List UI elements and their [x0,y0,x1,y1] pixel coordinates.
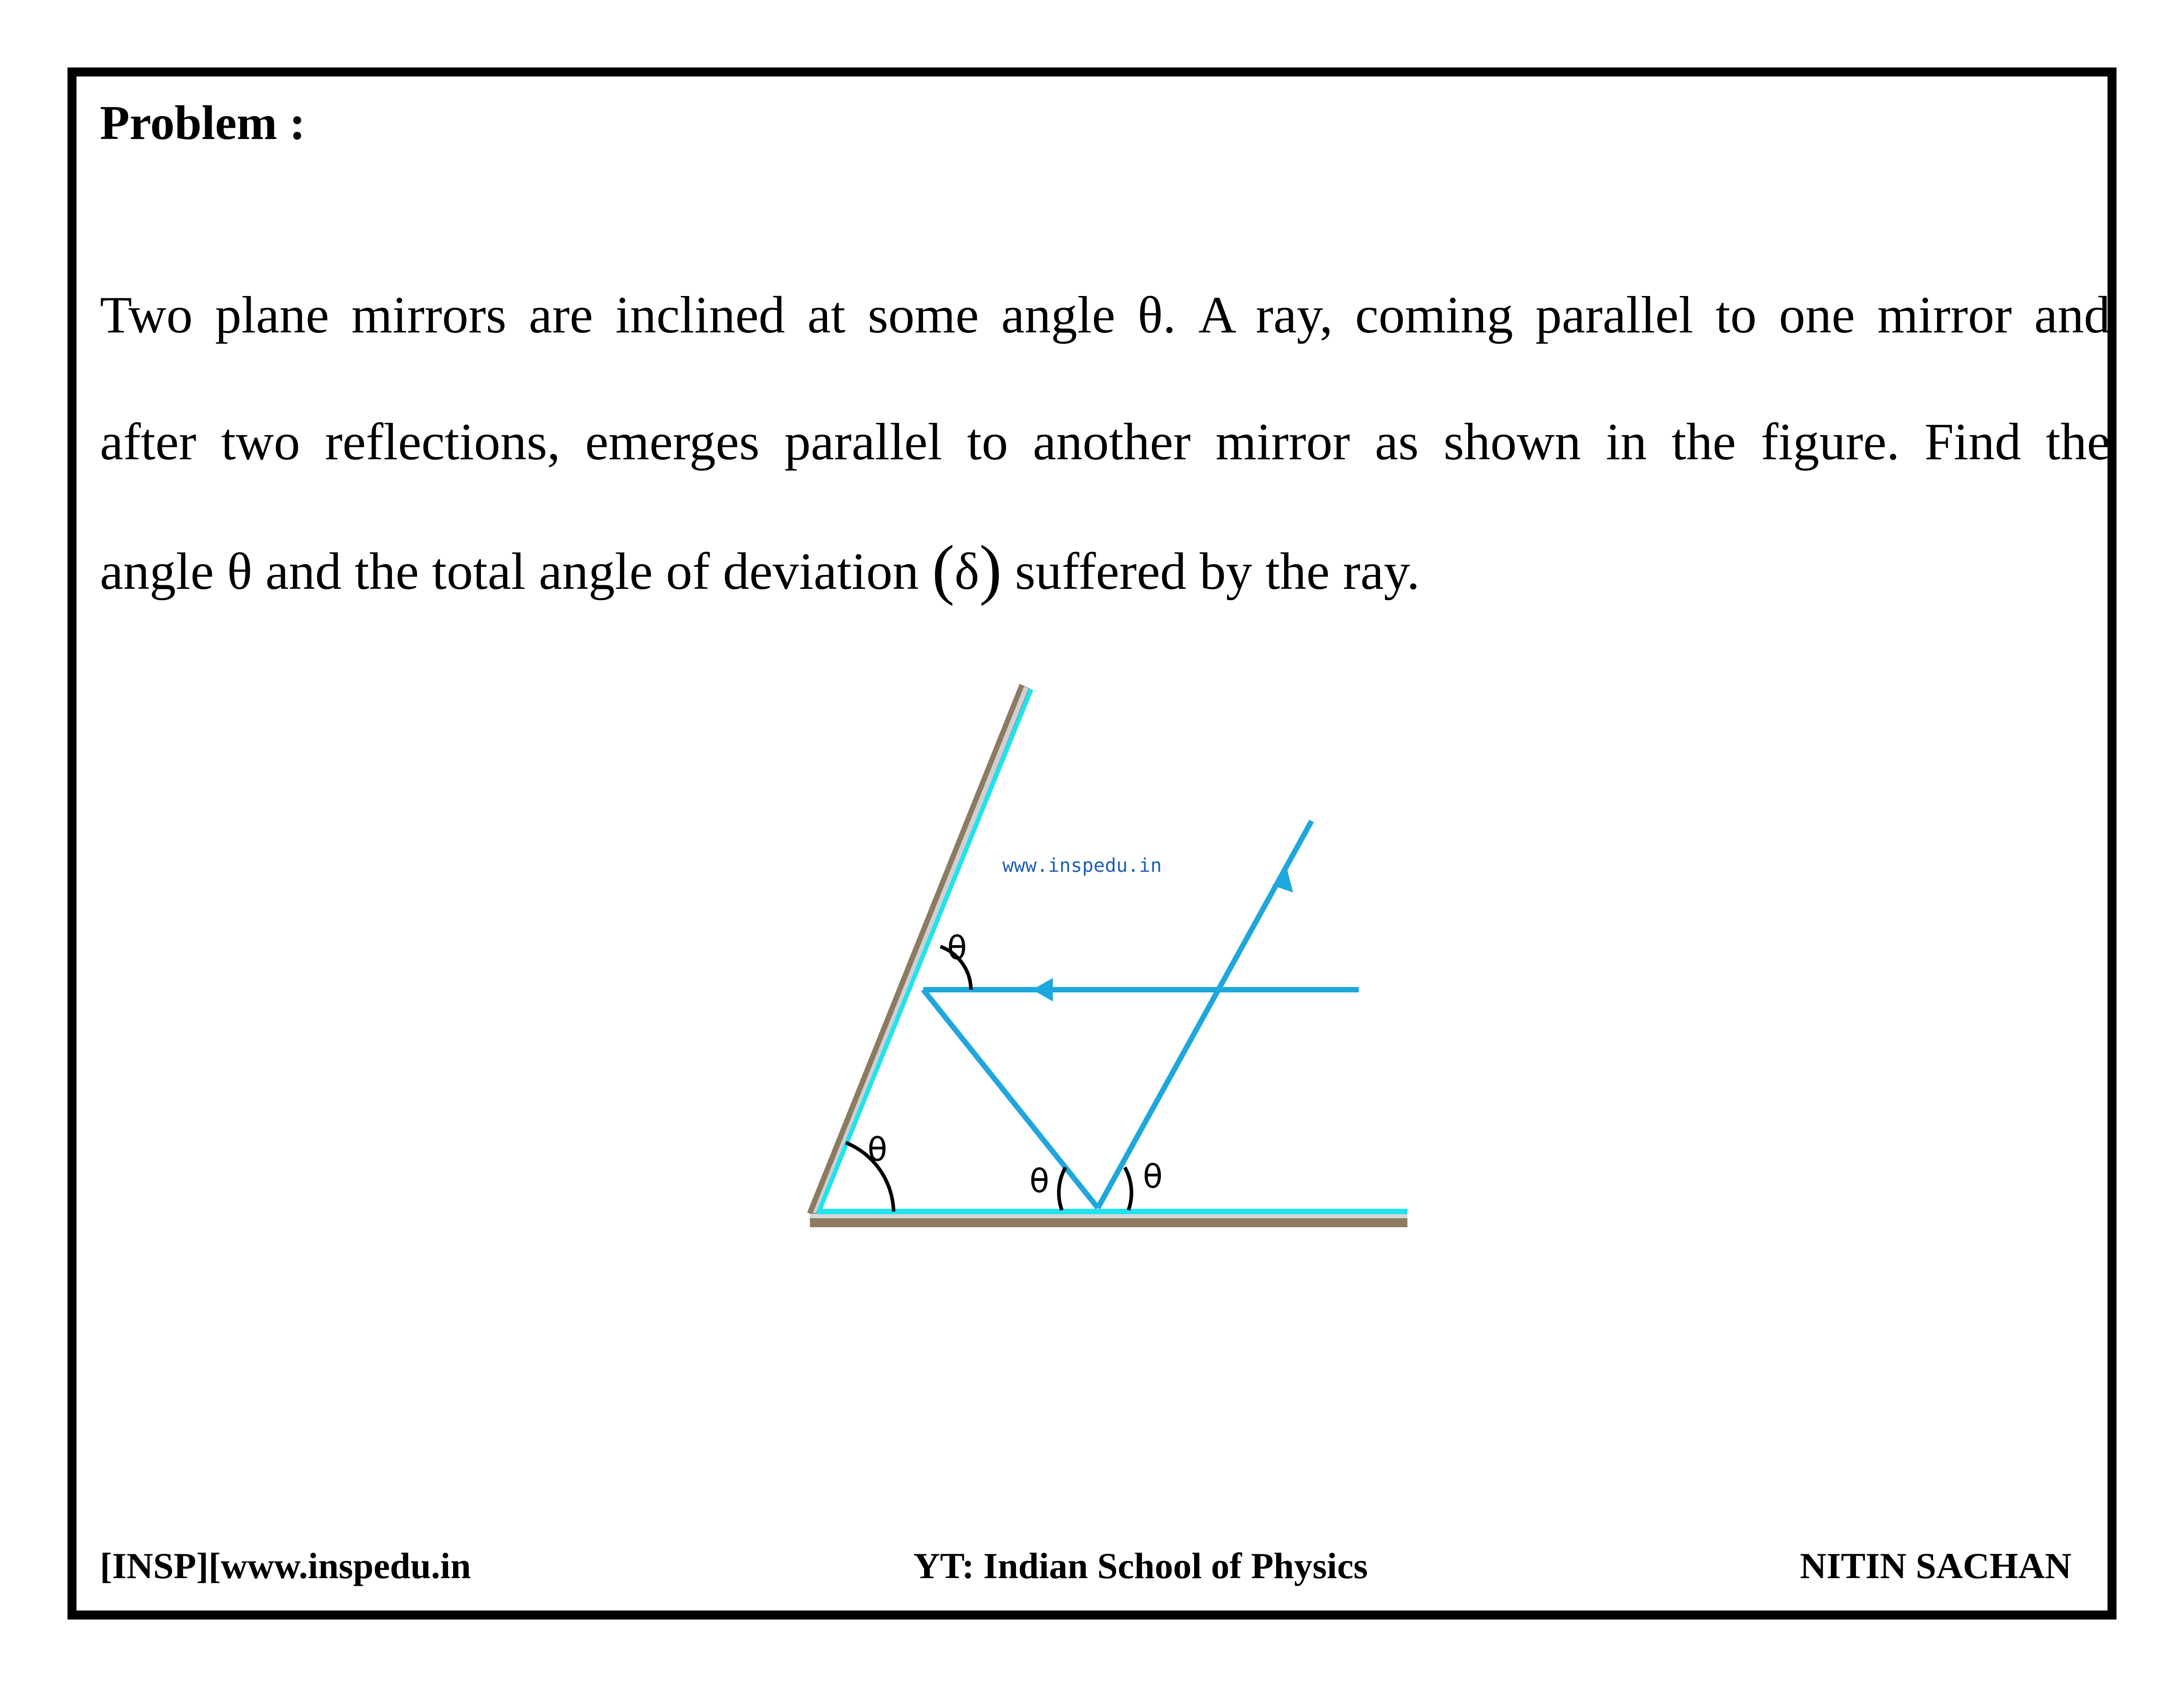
footer-center-text: YT: Indian School of Physics [913,1545,1368,1586]
problem-line-3-start: angle θ and the total angle of deviation [100,543,919,601]
inclined-mirror-surface [817,689,1031,1216]
problem-line-3-end: suffered by the ray. [1015,543,1420,601]
footer-left-text: [INSP][www.inspedu.in [100,1545,471,1586]
theta-label-top: θ [947,929,967,967]
problem-line-3 [100,506,2110,635]
horizontal-mirror-shine [810,1214,1407,1218]
angle-arc-outgoing [1125,1167,1132,1210]
first-reflected-ray [923,990,1098,1208]
problem-line-2: after two reflections, emerges parallel to another mirror as shown in the figure. Find the [100,413,2110,471]
paren-close: ) [979,532,1002,606]
angle-arc-incoming [1059,1167,1065,1210]
inclined-mirror-shine [813,686,1029,1216]
problem-heading: Problem : [100,96,306,150]
footer-right-text: NITIN SACHAN [1800,1545,2072,1586]
problem-line-1: Two plane mirrors are inclined at some angle θ. A ray, coming parallel to one mirror and [100,286,2110,344]
theta-label-outgoing: θ [1143,1158,1163,1195]
theta-label-incoming: θ [1029,1162,1050,1200]
delta-symbol: δ [954,543,980,601]
problem-statement [100,252,2110,635]
mirror-figure [801,684,1422,1237]
paren-open: ( [932,532,955,606]
figure-watermark: www.inspedu.in [1002,854,1162,876]
theta-label-vertex: θ [867,1131,888,1168]
incident-ray-arrow [1032,978,1053,1001]
